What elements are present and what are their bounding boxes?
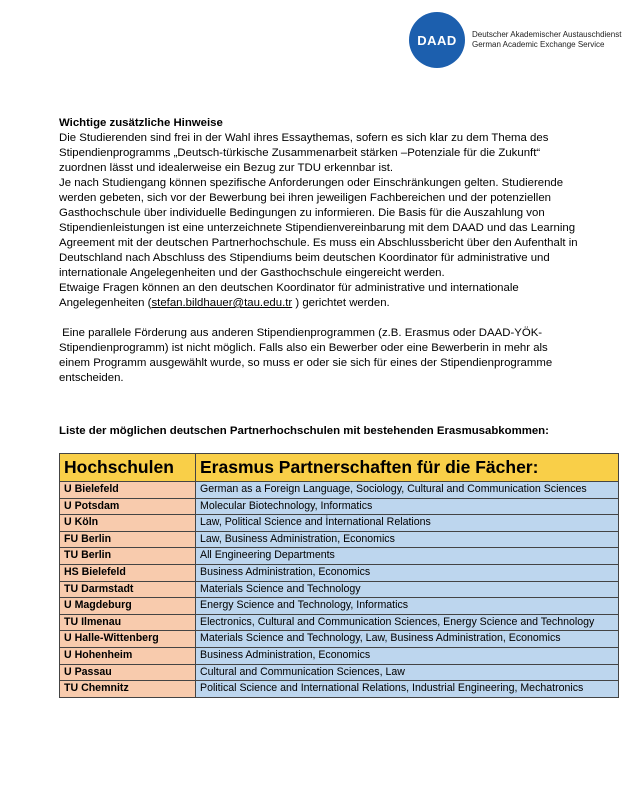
university-name: U Bielefeld	[60, 482, 196, 499]
partnership-subjects: Materials Science and Technology	[196, 581, 619, 598]
partner-universities-table	[59, 453, 619, 698]
table-row	[60, 515, 619, 532]
parallel-funding-text: Eine parallele Förderung aus anderen Stipendienprogrammen (z.B. Erasmus oder DAAD-YÖK-Stipendienprogramm) ist nicht möglich. Falls also ein Bewerber oder eine Bewerberin in mehr als einem Programm ausgewählt wurde, so muss er oder sie sich für eines der Stipendienprogramme entscheiden.	[59, 327, 553, 384]
notes-paragraph-parallel-funding	[59, 326, 579, 386]
daad-logo	[409, 12, 621, 68]
partnership-subjects: Molecular Biotechnology, Informatics	[196, 498, 619, 515]
table-row	[60, 681, 619, 698]
logo-line-german: Deutscher Akademischer Austauschdienst	[472, 30, 622, 39]
university-name: U Halle-Wittenberg	[60, 631, 196, 648]
partnership-subjects: Business Administration, Economics	[196, 564, 619, 581]
partnership-subjects: Law, Political Science and İnternational Relations	[196, 515, 619, 532]
table-row	[60, 564, 619, 581]
university-name: TU Darmstadt	[60, 581, 196, 598]
university-name: TU Chemnitz	[60, 681, 196, 698]
daad-logo-text	[472, 30, 621, 50]
university-name: U Hohenheim	[60, 647, 196, 664]
header-erasmus-subjects: Erasmus Partnerschaften für die Fächer:	[196, 454, 619, 482]
table-row	[60, 664, 619, 681]
university-name: TU Berlin	[60, 548, 196, 565]
contact-email-link[interactable]: stefan.bildhauer@tau.edu.tr	[151, 297, 293, 309]
table-row	[60, 581, 619, 598]
partnership-subjects: Law, Business Administration, Economics	[196, 531, 619, 548]
university-name: HS Bielefeld	[60, 564, 196, 581]
notes-paragraph-requirements: Je nach Studiengang können spezifische Anforderungen oder Einschränkungen gelten. Studierende werden gebeten, sich vor der Bewerbung bei ihren jeweiligen Fachbereichen und der potenziellen Gasthochschule über individuelle Bedingungen zu informieren. Die Basis für die Auszahlung von Stipendienleistungen ist eine unterzeichnete Stipendienvereinbarung mit dem DAAD und das Learning Agreement mit der deutschen Partnerhochschule. Es muss ein Abschlussbericht über den Aufenthalt in Deutschland nach Abschluss des Stipendiums beim deutschen Koordinator für administrative und internationale Angelegenheiten und der Gasthochschule eingereicht werden.	[59, 177, 578, 279]
notes-paragraph-contact	[59, 281, 579, 311]
partnership-subjects: Materials Science and Technology, Law, Business Administration, Economics	[196, 631, 619, 648]
table-row	[60, 548, 619, 565]
contact-text-before: Etwaige Fragen können an den deutschen Koordinator für administrative und internationale Angelegenheiten (	[59, 282, 519, 309]
partnership-subjects: Cultural and Communication Sciences, Law	[196, 664, 619, 681]
table-row	[60, 614, 619, 631]
table-row	[60, 647, 619, 664]
table-row	[60, 531, 619, 548]
partnership-subjects: Electronics, Cultural and Communication Sciences, Energy Science and Technology	[196, 614, 619, 631]
university-name: TU Ilmenau	[60, 614, 196, 631]
partnership-subjects: Energy Science and Technology, Informatics	[196, 598, 619, 615]
table-row	[60, 482, 619, 499]
table-row	[60, 498, 619, 515]
university-name: U Passau	[60, 664, 196, 681]
table-row	[60, 631, 619, 648]
partnership-subjects: All Engineering Departments	[196, 548, 619, 565]
partnership-subjects: Political Science and International Relations, Industrial Engineering, Mechatronics	[196, 681, 619, 698]
partnership-subjects: Business Administration, Economics	[196, 647, 619, 664]
daad-logo-mark: DAAD	[409, 12, 465, 68]
notes-section	[59, 116, 579, 386]
partner-list-heading: Liste der möglichen deutschen Partnerhochschulen mit bestehenden Erasmusabkommen:	[59, 425, 549, 437]
notes-heading: Wichtige zusätzliche Hinweise	[59, 117, 223, 129]
table-row	[60, 598, 619, 615]
university-name: U Köln	[60, 515, 196, 532]
partnership-subjects: German as a Foreign Language, Sociology, Cultural and Communication Sciences	[196, 482, 619, 499]
logo-line-english: German Academic Exchange Service	[472, 40, 605, 49]
header-universities: Hochschulen	[60, 454, 196, 482]
university-name: FU Berlin	[60, 531, 196, 548]
table-header-row	[60, 454, 619, 482]
notes-paragraph-essay-topic: Die Studierenden sind frei in der Wahl ihres Essaythemas, sofern es sich klar zu dem Thema des Stipendienprogramms „Deutsch-türkische Zusammenarbeit stärken –Potenziale für die Zukunft“ zuordnen lässt und idealerweise ein Bezug zur TDU erkennbar ist.	[59, 132, 549, 174]
university-name: U Magdeburg	[60, 598, 196, 615]
contact-text-after: ) gerichtet werden.	[292, 297, 390, 309]
university-name: U Potsdam	[60, 498, 196, 515]
